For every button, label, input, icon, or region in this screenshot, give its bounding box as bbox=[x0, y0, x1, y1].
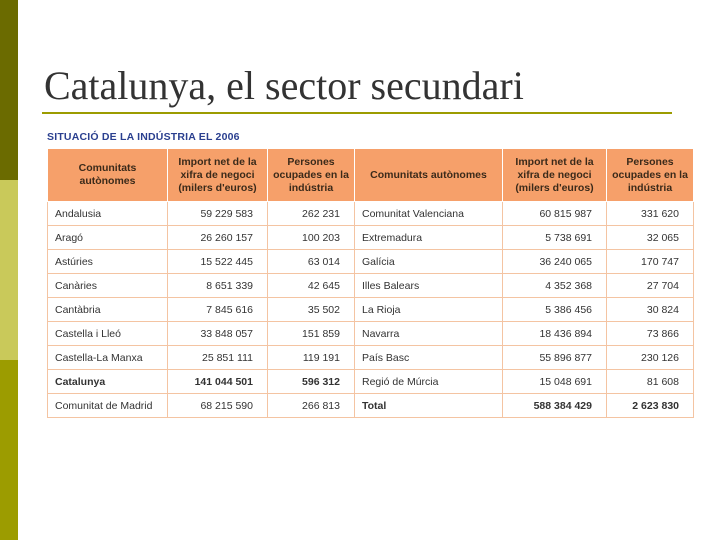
cell-turnover: 59 229 583 bbox=[168, 202, 268, 226]
table-row bbox=[48, 322, 694, 346]
cell-community: Astúries bbox=[48, 250, 168, 274]
cell-community: Castella-La Manxa bbox=[48, 346, 168, 370]
cell-employed: 63 014 bbox=[268, 250, 355, 274]
cell-turnover: 60 815 987 bbox=[503, 202, 607, 226]
cell-community: Cantàbria bbox=[48, 298, 168, 322]
cell-employed: 32 065 bbox=[607, 226, 694, 250]
cell-turnover: 25 851 111 bbox=[168, 346, 268, 370]
cell-employed: 230 126 bbox=[607, 346, 694, 370]
cell-turnover: 68 215 590 bbox=[168, 394, 268, 418]
cell-turnover: 15 048 691 bbox=[503, 370, 607, 394]
cell-turnover: 141 044 501 bbox=[168, 370, 268, 394]
cell-community: Galícia bbox=[355, 250, 503, 274]
cell-total-label: Total bbox=[355, 394, 503, 418]
header-employed-1: Persones ocupades en la indústria bbox=[268, 149, 355, 202]
cell-employed: 119 191 bbox=[268, 346, 355, 370]
cell-turnover: 5 738 691 bbox=[503, 226, 607, 250]
cell-community: Catalunya bbox=[48, 370, 168, 394]
header-turnover-2: Import net de la xifra de negoci (milers d'euros) bbox=[503, 149, 607, 202]
cell-turnover: 8 651 339 bbox=[168, 274, 268, 298]
industry-table bbox=[47, 148, 694, 418]
header-community-1: Comunitats autònomes bbox=[48, 149, 168, 202]
cell-employed: 27 704 bbox=[607, 274, 694, 298]
table-caption: SITUACIÓ DE LA INDÚSTRIA EL 2006 bbox=[47, 131, 240, 143]
cell-employed: 151 859 bbox=[268, 322, 355, 346]
decor-bar-top bbox=[0, 0, 18, 180]
cell-community: Comunitat de Madrid bbox=[48, 394, 168, 418]
cell-total-turnover: 588 384 429 bbox=[503, 394, 607, 418]
header-community-2: Comunitats autònomes bbox=[355, 149, 503, 202]
cell-employed: 73 866 bbox=[607, 322, 694, 346]
cell-employed: 266 813 bbox=[268, 394, 355, 418]
cell-community: Aragó bbox=[48, 226, 168, 250]
cell-community: Comunitat Valenciana bbox=[355, 202, 503, 226]
table-row bbox=[48, 274, 694, 298]
table-row bbox=[48, 226, 694, 250]
cell-community: Illes Balears bbox=[355, 274, 503, 298]
decor-bar-bottom bbox=[0, 360, 18, 540]
cell-community: País Basc bbox=[355, 346, 503, 370]
table-row bbox=[48, 250, 694, 274]
cell-employed: 331 620 bbox=[607, 202, 694, 226]
table-row bbox=[48, 394, 694, 418]
cell-employed: 35 502 bbox=[268, 298, 355, 322]
cell-employed: 262 231 bbox=[268, 202, 355, 226]
cell-employed: 42 645 bbox=[268, 274, 355, 298]
cell-employed: 596 312 bbox=[268, 370, 355, 394]
table-header-row bbox=[48, 149, 694, 202]
cell-turnover: 4 352 368 bbox=[503, 274, 607, 298]
slide-title: Catalunya, el sector secundari bbox=[44, 63, 524, 108]
cell-turnover: 18 436 894 bbox=[503, 322, 607, 346]
cell-community: Canàries bbox=[48, 274, 168, 298]
cell-community: Andalusia bbox=[48, 202, 168, 226]
header-employed-2: Persones ocupades en la indústria bbox=[607, 149, 694, 202]
cell-turnover: 15 522 445 bbox=[168, 250, 268, 274]
cell-turnover: 55 896 877 bbox=[503, 346, 607, 370]
cell-turnover: 36 240 065 bbox=[503, 250, 607, 274]
cell-community: Navarra bbox=[355, 322, 503, 346]
cell-employed: 30 824 bbox=[607, 298, 694, 322]
table-row bbox=[48, 298, 694, 322]
cell-employed: 81 608 bbox=[607, 370, 694, 394]
cell-community: Castella i Lleó bbox=[48, 322, 168, 346]
decor-bar-middle bbox=[0, 180, 18, 360]
cell-community: Regió de Múrcia bbox=[355, 370, 503, 394]
header-turnover-1: Import net de la xifra de negoci (milers d'euros) bbox=[168, 149, 268, 202]
cell-turnover: 7 845 616 bbox=[168, 298, 268, 322]
table-row bbox=[48, 202, 694, 226]
table-row bbox=[48, 370, 694, 394]
cell-employed: 100 203 bbox=[268, 226, 355, 250]
cell-turnover: 5 386 456 bbox=[503, 298, 607, 322]
table-row bbox=[48, 346, 694, 370]
title-underline bbox=[42, 112, 672, 114]
cell-community: La Rioja bbox=[355, 298, 503, 322]
cell-total-employed: 2 623 830 bbox=[607, 394, 694, 418]
cell-employed: 170 747 bbox=[607, 250, 694, 274]
cell-turnover: 33 848 057 bbox=[168, 322, 268, 346]
cell-community: Extremadura bbox=[355, 226, 503, 250]
cell-turnover: 26 260 157 bbox=[168, 226, 268, 250]
